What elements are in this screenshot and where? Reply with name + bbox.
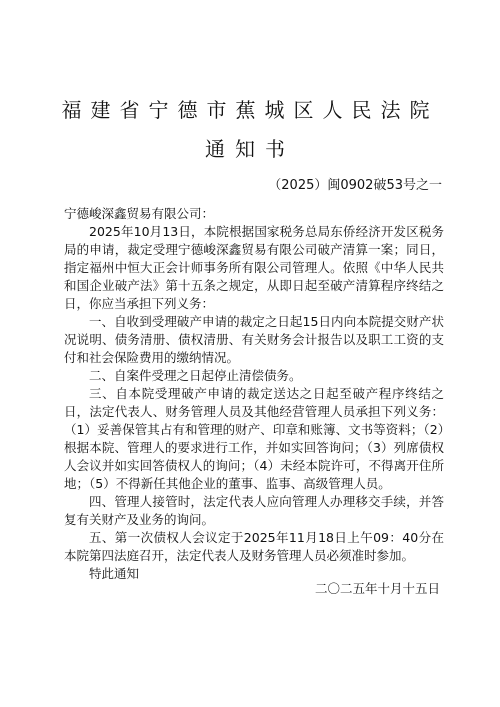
document-title: 通知书 — [205, 137, 295, 161]
paragraph-intro: 2025年10月13日，本院根据国家税务总局东侨经济开发区税务局的申请，裁定受理宁德峻深鑫贸易有限公司破产清算一案；同日，指定福州中恒大正会计师事务所有限公司管理人。依照《中华人民共和国企业破产法》第十五条之规定，从即日起至破产清算程序终结之日，你应当承担下列义务： — [64, 224, 444, 311]
addressee: 宁德峻深鑫贸易有限公司： — [64, 206, 215, 221]
closing-phrase: 特此通知 — [89, 566, 140, 581]
issue-date: 二〇二五年十月十五日 — [314, 581, 440, 596]
paragraph-obligation-2: 二、自案件受理之日起停止清偿债务。 — [89, 368, 302, 383]
paragraph-obligation-3: 三、自本院受理破产申请的裁定送达之日起至破产程序终结之日，法定代表人、财务管理人员及其他经营管理人员承担下列义务：（1）妥善保管其占有和管理的财产、印章和账簿、文书等资料；（2）根据本院、管理人的要求进行工作，并如实回答询问；（3）列席债权人会议并如实回答债权人的询问；（4）未经本院许可，不得离开住所地；（5）不得新任其他企业的董事、监事、高级管理人员。 — [64, 386, 444, 491]
document-body — [64, 205, 444, 583]
case-number: （2025）闽0902破53号之一 — [268, 178, 442, 193]
paragraph-obligation-4: 四、管理人接管时，法定代表人应向管理人办理移交手续，并答复有关财产及业务的询问。 — [64, 494, 444, 527]
court-name: 福建省宁德市蕉城区人民法院 — [61, 98, 439, 122]
paragraph-obligation-1: 一、自收到受理破产申请的裁定之日起15日内向本院提交财产状况说明、债务清册、债权清册、有关财务会计报告以及职工工资的支付和社会保险费用的缴纳情况。 — [64, 314, 444, 365]
paragraph-obligation-5: 五、第一次债权人会议定于2025年11月18日上午09：40分在本院第四法庭召开，法定代表人及财务管理人员必须准时参加。 — [64, 530, 444, 563]
